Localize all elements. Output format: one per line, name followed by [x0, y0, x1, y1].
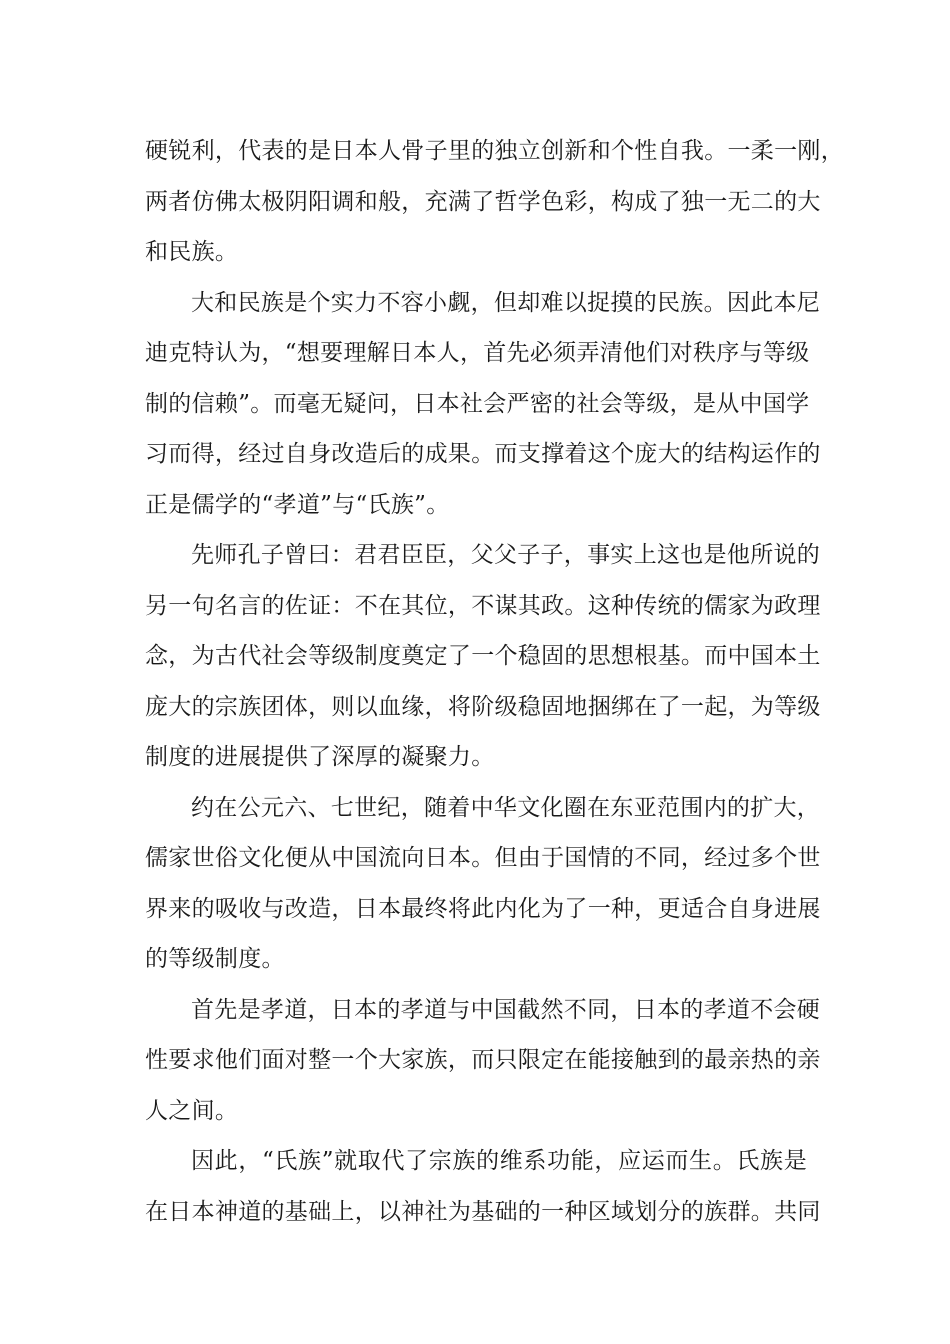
paragraph-start-line: 大和民族是个实力不容小觑，但却难以捉摸的民族。因此本尼: [191, 289, 821, 316]
text-line: 念，为古代社会等级制度奠定了一个稳固的思想根基。而中国本土: [145, 643, 821, 669]
body-text: [145, 126, 844, 1237]
text-line: 在日本神道的基础上，以神社为基础的一种区域划分的族群。共同: [145, 1198, 821, 1225]
text-line: 正是儒学的“孝道”与“氏族”。: [145, 491, 450, 518]
text-line: 两者仿佛太极阴阳调和般，充满了哲学色彩，构成了独一无二的大: [145, 188, 821, 215]
text-line: 制的信赖”。而毫无疑问，日本社会严密的社会等级，是从中国学: [145, 390, 810, 417]
paragraph-start-line: 先师孔子曾曰：君君臣臣，父父子子，事实上这也是他所说的: [191, 542, 821, 568]
paragraph-start-line: 首先是孝道，日本的孝道与中国截然不同，日本的孝道不会硬: [191, 996, 821, 1023]
text-line: 性要求他们面对整一个大家族，而只限定在能接触到的最亲热的亲: [145, 1047, 821, 1073]
text-line: 另一句名言的佐证：不在其位，不谋其政。这种传统的儒家为政理: [145, 592, 821, 619]
text-line: 儒家世俗文化便从中国流向日本。但由于国情的不同，经过多个世: [145, 845, 821, 871]
text-line: 的等级制度。: [145, 946, 285, 972]
text-line: 硬锐利，代表的是日本人骨子里的独立创新和个性自我。一柔一刚，: [145, 138, 844, 164]
text-line: 庞大的宗族团体，则以血缘，将阶级稳固地捆绑在了一起，为等级: [145, 693, 821, 720]
text-line: 人之间。: [145, 1097, 239, 1124]
text-line: 制度的进展提供了深厚的凝聚力。: [145, 744, 495, 770]
text-line: 习而得，经过自身改造后的成果。而支撑着这个庞大的结构运作的: [145, 441, 821, 467]
paragraph-start-line: 因此，“氏族”就取代了宗族的维系功能，应运而生。氏族是: [191, 1148, 807, 1174]
text-line: 迪克特认为，“想要理解日本人，首先必须弄清他们对秩序与等级: [145, 340, 810, 366]
text-line: 界来的吸收与改造，日本最终将此内化为了一种，更适合自身进展: [145, 895, 821, 922]
text-line: 和民族。: [145, 239, 239, 265]
paragraph-start-line: 约在公元六、七世纪，随着中华文化圈在东亚范围内的扩大，: [191, 794, 821, 821]
